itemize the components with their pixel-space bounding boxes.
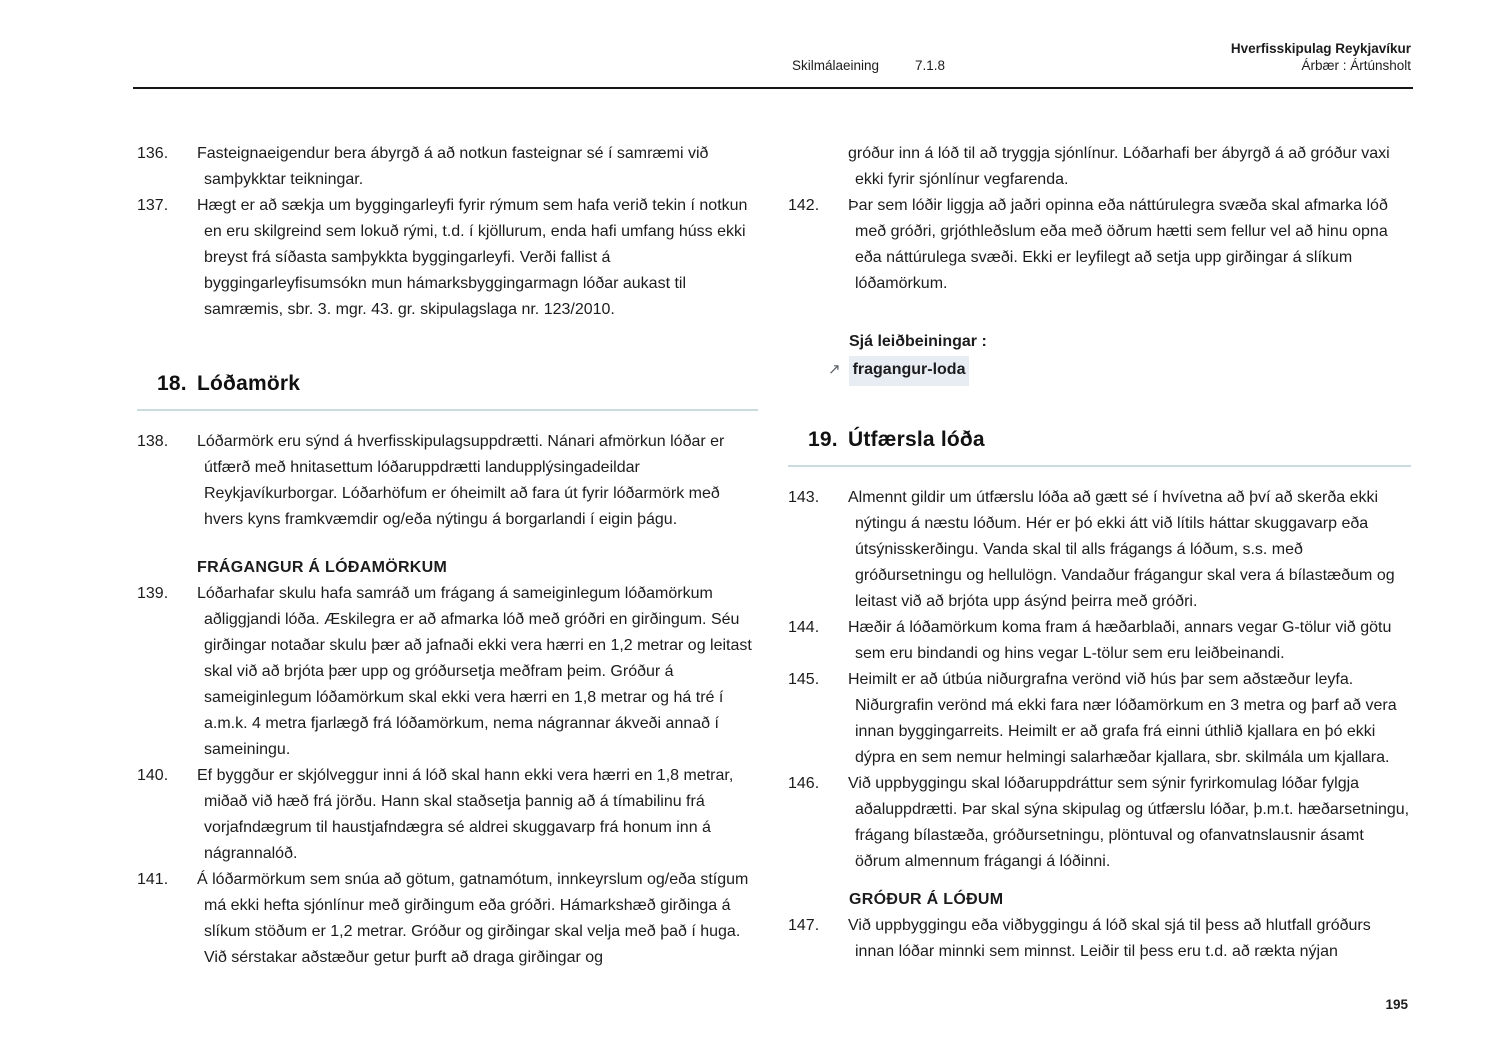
section-title: Útfærsla lóða [848,428,985,451]
item-number: 144. [788,619,820,636]
external-link-arrow-icon: ↗ [828,361,841,378]
item-number: 140. [137,767,169,784]
item-143 [788,485,1411,615]
item-140 [137,763,758,867]
section-divider [137,409,758,411]
left-column [137,141,758,971]
item-text: Við uppbyggingu skal lóðaruppdráttur sem sýnir fyrirkomulag lóðar fylgja aðaluppdrætti. Þar skal sýna skipulag og útfærslu lóðar, þ.m.t. hæðarsetningu, frágang bílastæða, gróðursetningu, plöntuval og ofanvatnslausnir ásamt öðrum almennum frágangi á lóðinni. [848,775,1410,870]
item-text: Hægt er að sækja um byggingarleyfi fyrir rýmum sem hafa verið tekin í notkun en eru skilgreind sem lokuð rými, t.d. í kjöllurum, enda hafi umfang húss ekki breyst frá síðasta samþykkta byggingarleyfi. Verði fallist á byggingarleyfisumsókn mun hámarksbyggingarmagn lóðar aukast til samræmis, sbr. 3. mgr. 43. gr. skipulagslaga nr. 123/2010. [197,197,748,318]
item-number: 139. [137,585,169,602]
item-text: Þar sem lóðir liggja að jaðri opinna eða náttúrulegra svæða skal afmarka lóð með gróðri, grjóthleðslum eða með öðrum hætti sem fellur vel að hinu opna eða náttúrulega svæði. Ekki er leyfilegt að setja upp girðingar á slíkum lóðamörkum. [848,197,1388,292]
item-text: Lóðarhafar skulu hafa samráð um frágang á sameiginlegum lóðamörkum aðliggjandi lóða. Æskilegra er að afmarka lóð með gróðri en girðingum. Séu girðingar notaðar skulu þær að jafnaði ekki vera hærri en 1,2 metrar og leitast skal við að brjóta þær upp og gróðursetja meðfram þeim. Gróður á sameiginlegum lóðamörkum skal ekki vera hærri en 1,8 metrar og há tré í a.m.k. 4 metra fjarlægð frá lóðamörkum, nema nágrannar ákveði annað í sameiningu. [197,585,752,758]
section-number: 19. [808,428,838,451]
page-number: 195 [1385,997,1408,1012]
header-doc-block [1231,40,1411,74]
item-text: Ef byggður er skjólveggur inni á lóð skal hann ekki vera hærri en 1,8 metrar, miðað við hæð frá jörðu. Hann skal staðsetja þannig að á tímabilinu frá vorjafndægrum til haustjafndægra sé aldrei skuggavarp frá honum inn á nágrannalóð. [197,767,734,862]
item-text: Heimilt er að útbúa niðurgrafna verönd við hús þar sem aðstæður leyfa. Niðurgrafin verönd má ekki fara nær lóðamörkum en 3 metra og þarf að vera innan byggingarreits. Heimilt er að grafa frá einni úthlið kjallara en þó ekki dýpra en sem nemur helmingi salarhæðar kjallara, sbr. skilmála um kjallara. [848,671,1397,766]
right-column [788,141,1411,965]
item-number: 145. [788,671,820,688]
item-137 [137,193,758,323]
guideline-link[interactable]: fragangur-loda [849,356,970,386]
item-number: 141. [137,871,169,888]
item-138 [137,429,758,533]
item-number: 138. [137,433,169,450]
item-number: 147. [788,917,820,934]
section-heading-18 [157,370,758,398]
header-section-label: Skilmálaeining [792,58,880,73]
item-141 [137,867,758,971]
subheading-grodur: GRÓÐUR Á LÓÐUM [849,891,1004,908]
item-142 [788,193,1411,297]
item-146 [788,771,1411,875]
subheading-fragangur: FRÁGANGUR Á LÓÐAMÖRKUM [197,559,448,576]
item-text: Lóðarmörk eru sýnd á hverfisskipulagsuppdrætti. Nánari afmörkun lóðar er útfærð með hnitasettum lóðaruppdrætti landupplýsingadeildar Reykjavíkurborgar. Lóðarhöfum er óheimilt að fara út fyrir lóðarmörk með hvers kyns framkvæmdir og/eða nýtingu á borgarlandi í eigin þágu. [197,433,725,528]
header-divider [133,87,1413,89]
item-text: Á lóðarmörkum sem snúa að götum, gatnamótum, innkeyrslum og/eða stígum má ekki hefta sjónlínur með girðingum eða gróðri. Hámarkshæð girðinga á slíkum stöðum er 1,2 metrar. Gróður og girðingar skal velja með það í huga. Við sérstakar aðstæður getur þurft að draga girðingar og [197,871,749,966]
item-text: Hæðir á lóðamörkum koma fram á hæðarblaði, annars vegar G-tölur við götu sem eru bindandi og hins vegar L-tölur sem eru leiðbeinandi. [848,619,1392,662]
item-number: 142. [788,197,820,214]
item-text: Við uppbyggingu eða viðbyggingu á lóð skal sjá til þess að hlutfall gróðurs innan lóðar minnki sem minnst. Leiðir til þess eru t.d. að rækta nýjan [848,917,1371,960]
doc-subtitle: Árbær : Ártúnsholt [1301,58,1411,73]
item-text: Fasteignaeigendur bera ábyrgð á að notkun fasteignar sé í samræmi við samþykktar teikningar. [197,145,709,188]
section-divider [788,465,1411,467]
item-number: 136. [137,145,169,162]
section-heading-19 [808,426,1411,454]
guideline-link-row [828,356,1411,386]
item-number: 143. [788,489,820,506]
item-number: 137. [137,197,169,214]
item-139 [137,581,758,763]
guidelines-label: Sjá leiðbeiningar : [849,333,987,350]
doc-title: Hverfisskipulag Reykjavíkur [1230,41,1411,56]
item-147 [788,913,1411,965]
guidelines-block [788,329,1411,386]
item-136 [137,141,758,193]
section-title: Lóðamörk [197,372,301,395]
item-144 [788,615,1411,667]
item-141-continuation [788,141,1411,193]
item-text: Almennt gildir um útfærslu lóða að gætt sé í hvívetna að því að skerða ekki nýtingu á næstu lóðum. Hér er þó ekki átt við lítils háttar skuggavarp eða útsýnisskerðingu. Vanda skal til alls frágangs á lóðum, s.s. með gróðursetningu og hellulögn. Vandaður frágangur skal vera á bílastæðum og leitast við að brjóta upp ásýnd þeirra með gróðri. [848,489,1395,610]
item-number: 146. [788,775,820,792]
item-145 [788,667,1411,771]
section-number: 18. [157,372,187,395]
header-section-value: 7.1.8 [915,58,946,73]
item-text: gróður inn á lóð til að tryggja sjónlínur. Lóðarhafi ber ábyrgð á að gróður vaxi ekki fyrir sjónlínur vegfarenda. [848,145,1390,188]
